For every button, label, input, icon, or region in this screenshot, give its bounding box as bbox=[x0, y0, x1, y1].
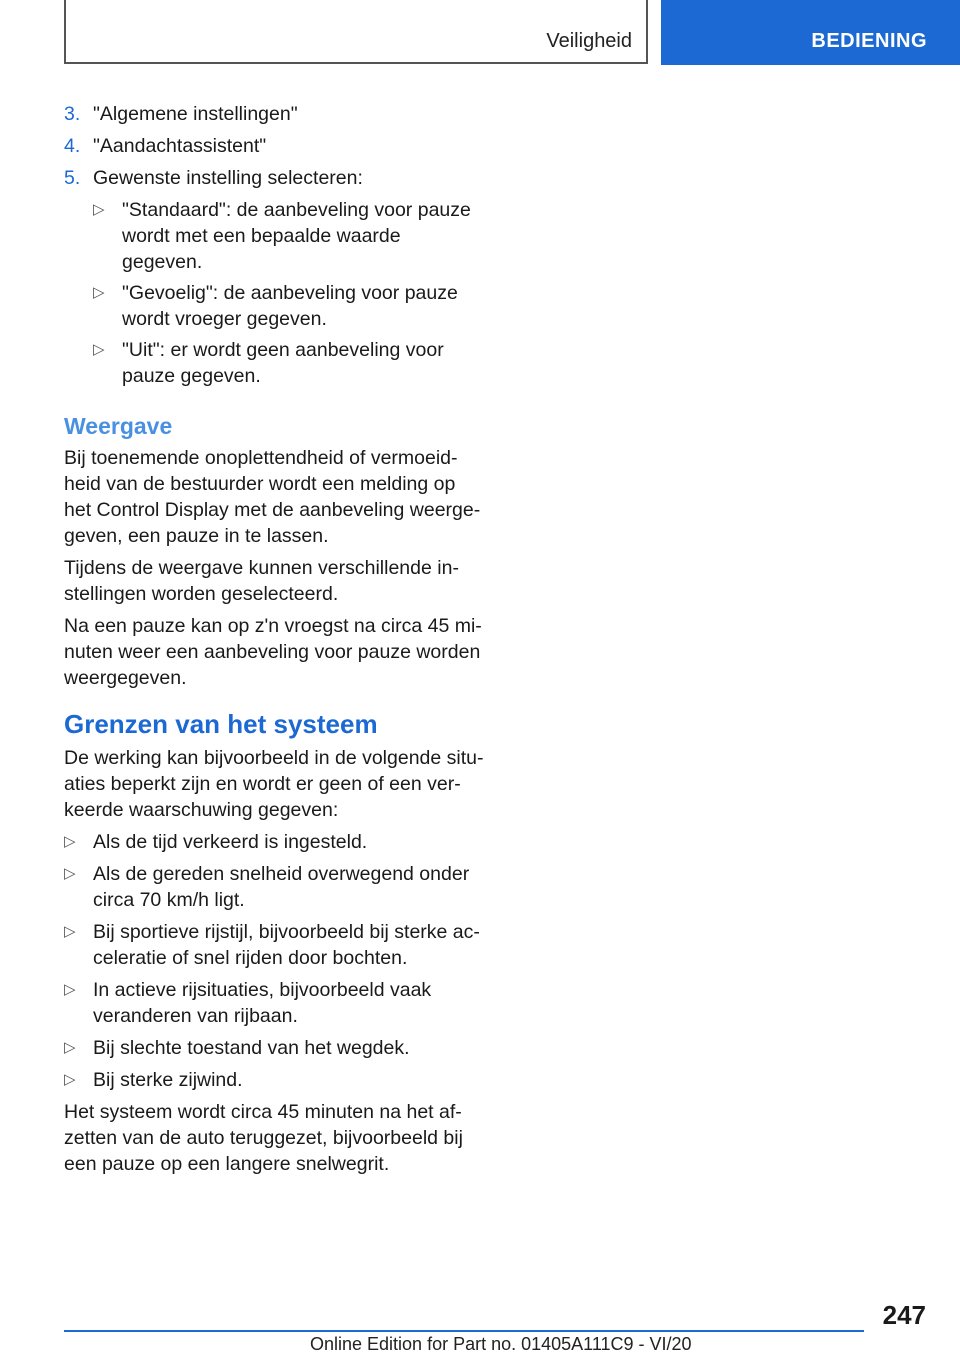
step-list bbox=[64, 101, 484, 389]
list-item bbox=[64, 1067, 484, 1093]
option-text: "Uit": er wordt geen aanbeveling voor pauze gegeven. bbox=[122, 339, 444, 387]
option-list bbox=[93, 197, 484, 389]
step-number: 3. bbox=[64, 103, 81, 125]
option-text: "Gevoelig": de aanbeveling voor pauze wordt vroeger gegeven. bbox=[122, 282, 458, 330]
weergave-paragraph: Na een pauze kan op z'n vroegst na circa 45 minuten weer een aanbeveling voor pauze worden weergegeven. bbox=[64, 615, 482, 689]
list-item bbox=[64, 861, 484, 913]
page-number: 247 bbox=[882, 1300, 926, 1330]
list-item-text: In actieve rijsituaties, bijvoorbeeld vaak veranderen van rijbaan. bbox=[93, 979, 432, 1027]
triangle-bullet-icon: ▷ bbox=[64, 865, 76, 882]
step-item bbox=[64, 133, 484, 159]
footer-edition: Online Edition for Part no. 01405A111C9 - VI/20 bbox=[310, 1334, 692, 1354]
list-item-text: Bij slechte toestand van het wegdek. bbox=[93, 1037, 410, 1059]
list-item-text: Bij sterke zijwind. bbox=[93, 1069, 243, 1091]
weergave-paragraph: Tijdens de weergave kunnen verschillende instellingen worden geselecteerd. bbox=[64, 557, 459, 605]
triangle-bullet-icon: ▷ bbox=[64, 981, 76, 998]
grenzen-intro: De werking kan bijvoorbeeld in de volgende situaties beperkt zijn en wordt er geen of een verkeerde waarschuwing gegeven: bbox=[64, 747, 484, 821]
option-item bbox=[93, 197, 484, 275]
step-number: 4. bbox=[64, 135, 81, 157]
section-title: Veiligheid bbox=[546, 30, 632, 52]
weergave-heading: Weergave bbox=[64, 413, 173, 439]
list-item bbox=[64, 919, 484, 971]
triangle-bullet-icon: ▷ bbox=[93, 201, 105, 218]
page-content bbox=[64, 101, 484, 1183]
triangle-bullet-icon: ▷ bbox=[93, 284, 105, 301]
triangle-bullet-icon: ▷ bbox=[64, 1071, 76, 1088]
grenzen-closing: Het systeem wordt circa 45 minuten na het afzetten van de auto teruggezet, bijvoorbeeld bij een pauze op een langere snelwegrit. bbox=[64, 1101, 463, 1175]
list-item-text: Als de tijd verkeerd is ingesteld. bbox=[93, 831, 368, 853]
grenzen-list bbox=[64, 829, 484, 1093]
option-text: "Standaard": de aanbeveling voor pauze wordt met een bepaalde waarde gegeven. bbox=[122, 199, 471, 273]
step-number: 5. bbox=[64, 167, 81, 189]
list-item-text: Bij sportieve rijstijl, bijvoorbeeld bij sterke acceleratie of snel rijden door bochten. bbox=[93, 921, 480, 969]
triangle-bullet-icon: ▷ bbox=[64, 1039, 76, 1056]
chapter-tab[interactable] bbox=[661, 0, 960, 65]
option-item bbox=[93, 337, 484, 389]
weergave-paragraph: Bij toenemende onoplettendheid of vermoeidheid van de bestuurder wordt een melding op het Control Display met de aanbeveling weergegeven, een pauze in te lassen. bbox=[64, 447, 481, 547]
list-item bbox=[64, 829, 484, 855]
grenzen-heading: Grenzen van het systeem bbox=[64, 709, 378, 739]
header-section-box bbox=[64, 0, 648, 64]
chapter-title: BEDIENING bbox=[811, 30, 927, 52]
list-item bbox=[64, 1035, 484, 1061]
option-item bbox=[93, 280, 484, 332]
triangle-bullet-icon: ▷ bbox=[93, 341, 105, 358]
step-item bbox=[64, 165, 484, 389]
triangle-bullet-icon: ▷ bbox=[64, 833, 76, 850]
footer-divider bbox=[64, 1330, 864, 1332]
list-item-text: Als de gereden snelheid overwegend onder circa 70 km/h ligt. bbox=[93, 863, 470, 911]
step-text: "Algemene instellingen" bbox=[93, 103, 298, 125]
step-text: "Aandachtassistent" bbox=[93, 135, 267, 157]
step-text: Gewenste instelling selecteren: bbox=[93, 167, 363, 189]
step-item bbox=[64, 101, 484, 127]
list-item bbox=[64, 977, 484, 1029]
triangle-bullet-icon: ▷ bbox=[64, 923, 76, 940]
